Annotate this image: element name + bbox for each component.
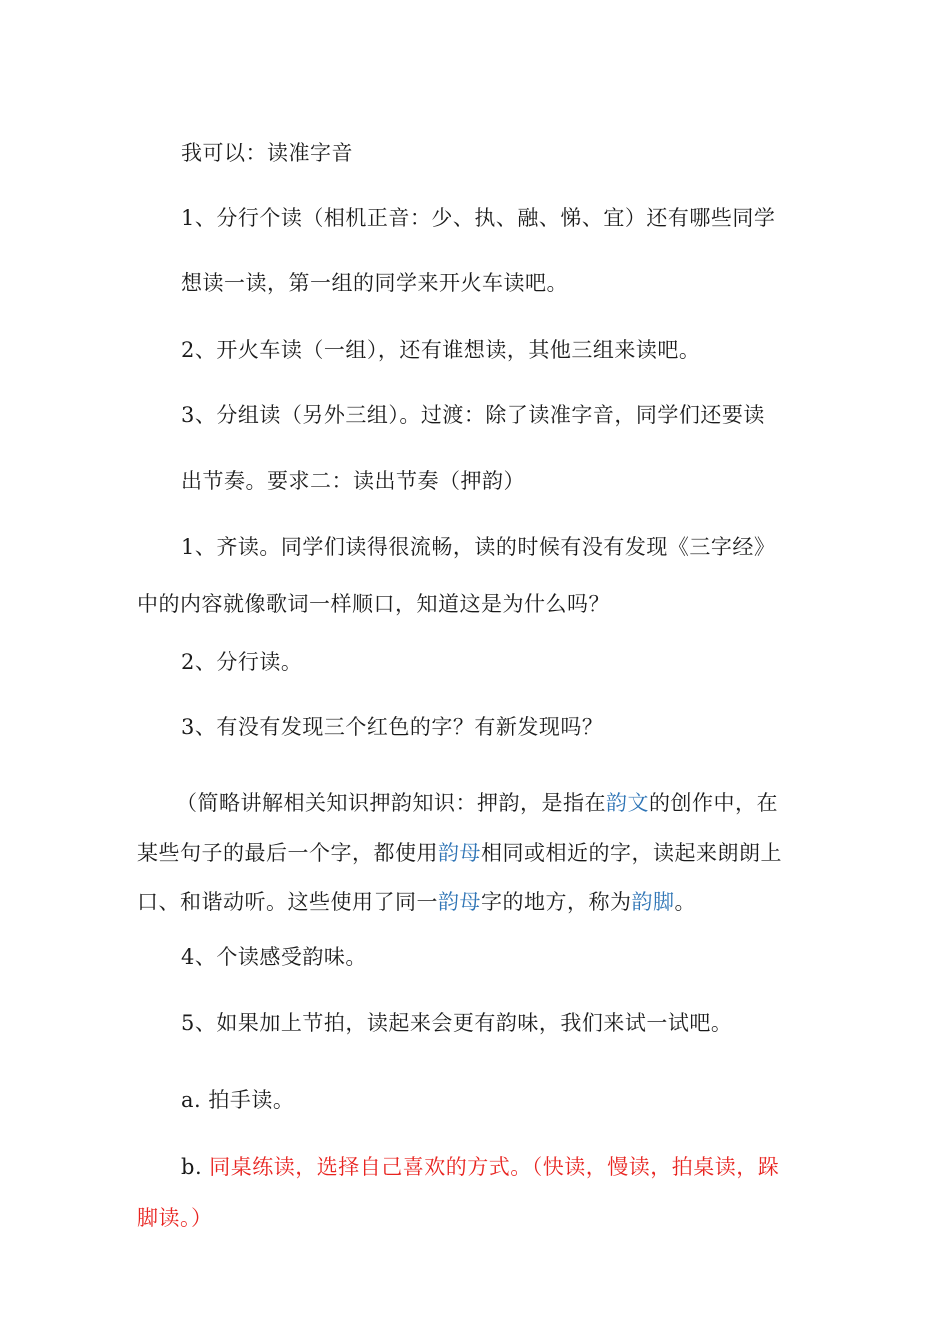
item-b-prefix: b. xyxy=(181,1155,210,1179)
line-11: 4、个读感受韵味。 xyxy=(181,945,367,969)
line-13: a. 拍手读。 xyxy=(181,1088,295,1112)
link-yunwen[interactable]: 韵文 xyxy=(606,791,649,815)
line-14 xyxy=(181,1152,779,1182)
line-15: 脚读。） xyxy=(137,1206,213,1230)
link-yunmu-2[interactable]: 韵母 xyxy=(438,890,481,914)
line-2: 1、分行个读（相机正音：少、执、融、悌、宜）还有哪些同学 xyxy=(181,206,776,230)
line-9: 2、分行读。 xyxy=(181,650,303,674)
line-5: 3、分组读（另外三组）。过渡：除了读准字音，同学们还要读 xyxy=(181,403,765,427)
note-line-2 xyxy=(137,838,782,868)
note-line-1 xyxy=(176,788,778,818)
note-text: 。 xyxy=(674,890,696,914)
line-4: 2、开火车读（一组），还有谁想读，其他三组来读吧。 xyxy=(181,338,701,362)
line-1: 我可以：读准字音 xyxy=(181,141,353,165)
note-text: （简略讲解相关知识押韵知识：押韵，是指在 xyxy=(176,791,606,815)
line-12: 5、如果加上节拍，读起来会更有韵味，我们来试一试吧。 xyxy=(181,1011,733,1035)
note-text: 口、和谐动听。这些使用了同一 xyxy=(137,890,438,914)
link-yunmu[interactable]: 韵母 xyxy=(438,841,481,865)
line-3: 想读一读，第一组的同学来开火车读吧。 xyxy=(181,271,568,295)
line-8: 中的内容就像歌词一样顺口，知道这是为什么吗？ xyxy=(137,592,610,616)
note-text: 的创作中，在 xyxy=(649,791,778,815)
line-7: 1、齐读。同学们读得很流畅，读的时候有没有发现《三字经》 xyxy=(181,535,776,559)
note-text: 字的地方，称为 xyxy=(481,890,632,914)
note-line-3 xyxy=(137,887,696,917)
line-6: 出节奏。要求二：读出节奏（押韵） xyxy=(181,469,525,493)
item-b-red-text: 同桌练读，选择自己喜欢的方式。（快读，慢读，拍桌读，跺 xyxy=(209,1155,780,1179)
note-text: 相同或相近的字，读起来朗朗上 xyxy=(481,841,782,865)
note-text: 某些句子的最后一个字，都使用 xyxy=(137,841,438,865)
link-yunjiao[interactable]: 韵脚 xyxy=(631,890,675,914)
line-10: 3、有没有发现三个红色的字？有新发现吗？ xyxy=(181,715,604,739)
